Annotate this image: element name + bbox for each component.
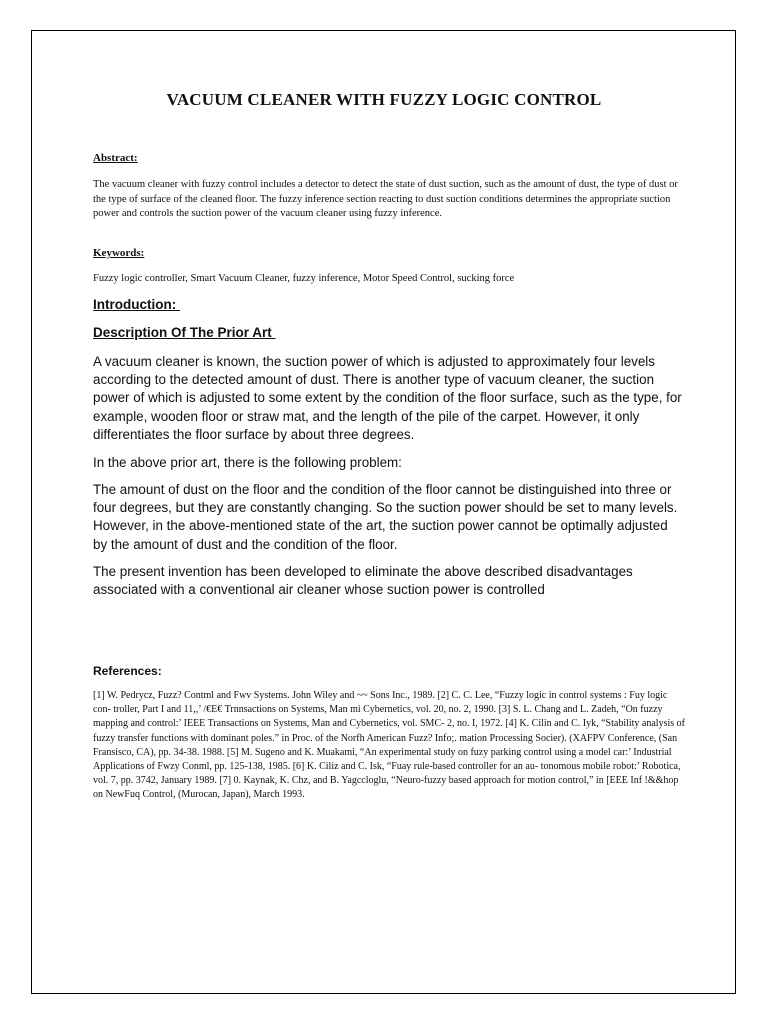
intro-paragraph-4: The present invention has been developed to eliminate the above described disadvantages associated with a conventional air cleaner whose suction power is controlled [93, 564, 633, 598]
abstract-heading: Abstract: [93, 152, 138, 164]
intro-paragraph-1: A vacuum cleaner is known, the suction power of which is adjusted to approximately four levels according to the detected amount of dust. There is another type of vacuum cleaner, the suction power of which is adjusted to some extent by the condition of the floor surface, such as the type, for example, wooden floor or straw mat, and the length of the pile of the carpet. However, it only differentiates the floor surface by about three degrees. [93, 354, 682, 442]
references-text: [1] W. Pedrycz, Fuzz? Contml and Fwv Systems. John Wiley and ~~ Sons Inc., 1989. [2] C. C. Lee, “Fuzzy logic in control systems : Fuy logic con- troller, Part I and 11,,’ /€E€ Trnnsactions on Systems, Man mi Cybernetics, vol. 20, no. 2, 1990. [3] S. L. Chang and L. Zadeh, “On fuzzy mapping and control:’ IEEE Transactions on Systems, Man and Cybernetics, vol. SMC- 2, no. I, 1972. [4] K. Cilin and C. Iyk, “Stability analysis of fuzzy transfer functions with dominant poles.” in Proc. of the Norfh American Fuzz? Info;. mation Processing Socier). (XAFPV Conference, (San Fransisco, CA), pp. 34-38. 1988. [5] M. Sugeno and K. Muakami, “An experimental study on fuzy parking control using a model car:’ Industrial Applications of Fwzy Conml, pp. 125-138, 1985. [6] K. Ciliz and C. Isk, “Fuay rule-based controller for an au- tonomous mobile robot:’ Robotica, vol. 7, pp. 3742, January 1989. [7] 0. Kaynak, K. Chz, and B. Yagccloglu, “Neuro-fuzzy based approach for motion control,” in [EEE Inf !&&hop on NewFuq Control, (Murocan, Japan), March 1993. [93, 690, 685, 801]
keywords-text: Fuzzy logic controller, Smart Vacuum Cleaner, fuzzy inference, Motor Speed Control, sucking force [93, 273, 515, 284]
prior-art-heading: Description Of The Prior Art [93, 325, 276, 340]
introduction-heading: Introduction: [93, 297, 180, 312]
keywords-heading: Keywords: [93, 247, 145, 259]
intro-paragraph-2: In the above prior art, there is the following problem: [93, 455, 402, 470]
document-title: VACUUM CLEANER WITH FUZZY LOGIC CONTROL [166, 90, 602, 109]
intro-paragraph-3: The amount of dust on the floor and the condition of the floor cannot be distinguished into three or four degrees, but they are constantly changing. So the suction power should be set to many levels. However, in the above-mentioned state of the art, the suction power cannot be optimally adjusted by the amount of dust and the condition of the floor. [93, 482, 678, 552]
abstract-text: The vacuum cleaner with fuzzy control includes a detector to detect the state of dust suction, such as the amount of dust, the type of dust or the type of surface of the cleaned floor. The fuzzy inference section reacting to dust suction conditions determines the appropriate suction power and controls the suction power of the vacuum cleaner using fuzzy inference. [93, 179, 678, 219]
references-heading: References: [93, 664, 162, 678]
